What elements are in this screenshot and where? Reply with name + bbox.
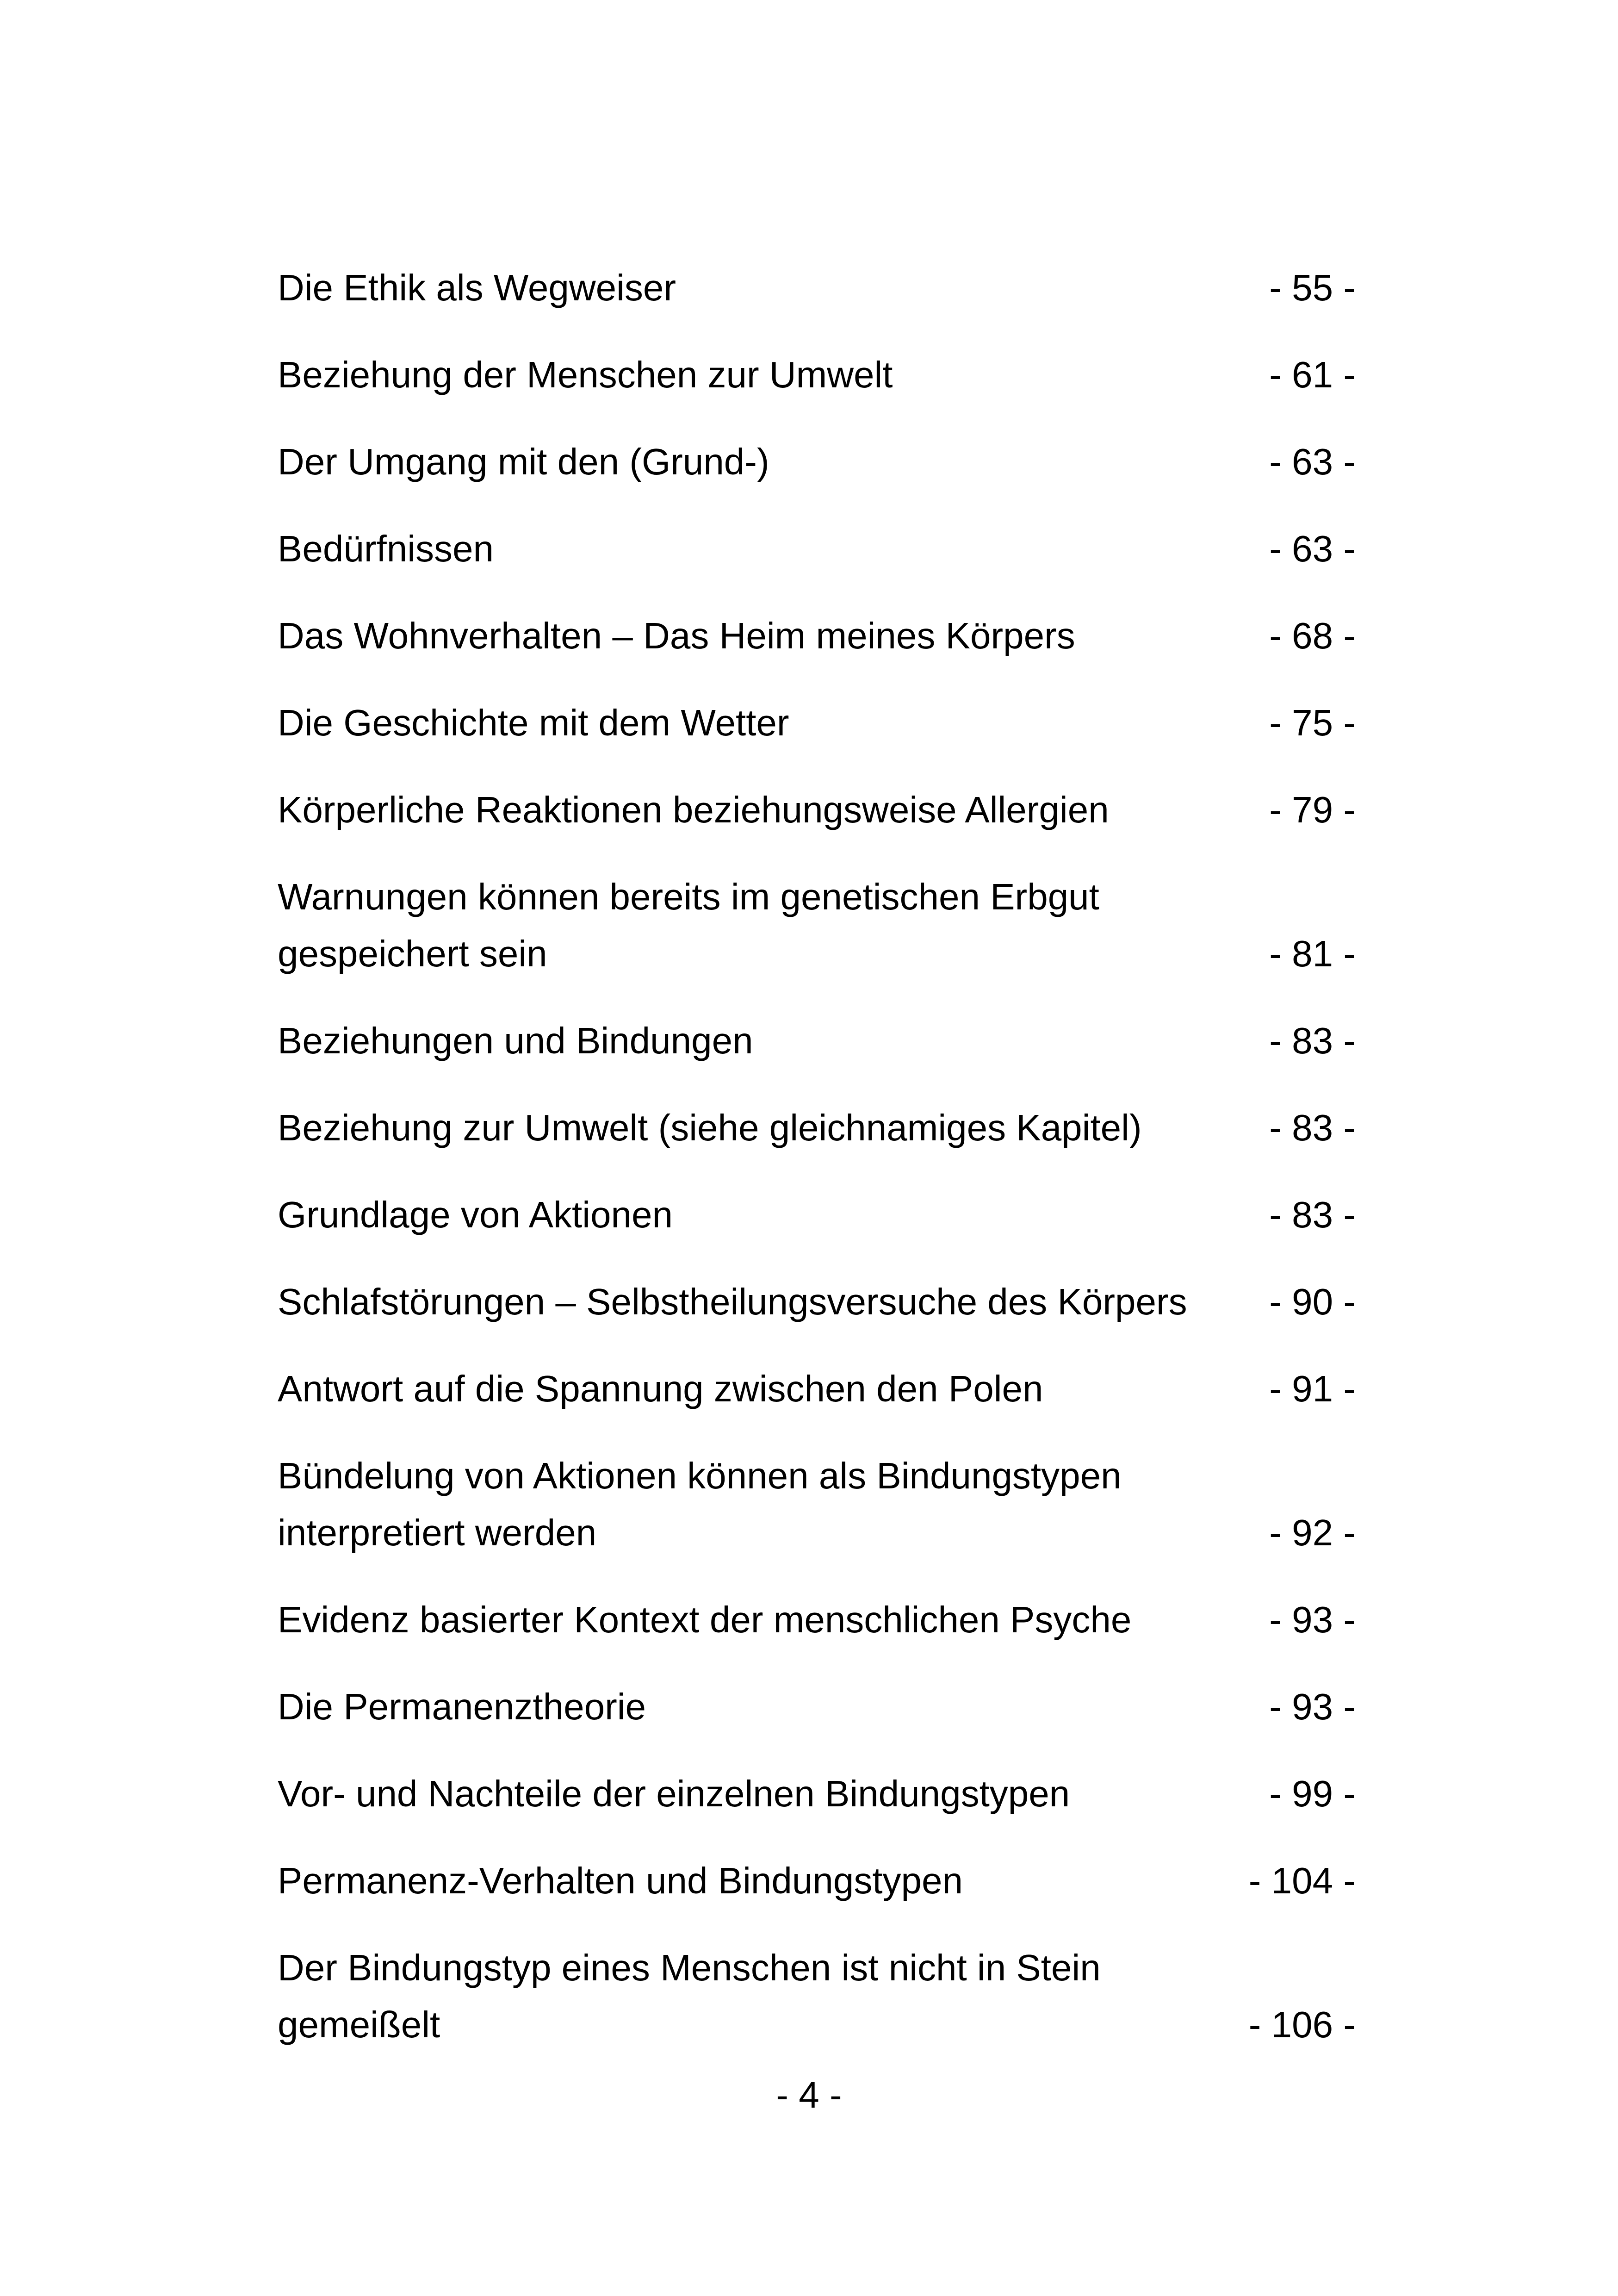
toc-entry [278,433,1356,490]
toc-entry-page: - 81 - [1269,933,1356,974]
toc-entry-title: Beziehung der Menschen zur Umwelt [278,354,893,395]
page-number: - 4 - [776,2074,842,2116]
toc-entry-title: Permanenz-Verhalten und Bindungstypen [278,1860,963,1901]
toc-entry-title: Bedürfnissen [278,528,494,569]
toc-entry [278,520,1356,577]
toc-entry-page: - 83 - [1269,1194,1356,1235]
toc-entry-title: Beziehungen und Bindungen [278,1020,753,1061]
toc-entry [278,1852,1356,1909]
toc-entry-page: - 63 - [1269,441,1356,482]
toc-entry [278,1765,1356,1822]
toc-entry-page: - 93 - [1269,1686,1356,1727]
toc-entry [278,1447,1356,1561]
toc-entry-title: Die Ethik als Wegweiser [278,267,676,308]
toc-entry-page: - 55 - [1269,267,1356,308]
toc-entry [278,1186,1356,1243]
toc-entry-title: Grundlage von Aktionen [278,1194,673,1235]
toc-entry [278,346,1356,403]
toc-entry [278,868,1356,982]
toc-entry-page: - 63 - [1269,528,1356,569]
toc-entry-page: - 92 - [1269,1512,1356,1553]
toc-entry-page: - 91 - [1269,1368,1356,1409]
toc-entry-page: - 61 - [1269,354,1356,395]
toc-entry-title: Antwort auf die Spannung zwischen den Polen [278,1368,1043,1409]
toc-entry [278,1591,1356,1648]
toc-entry-title: Beziehung zur Umwelt (siehe gleichnamiges Kapitel) [278,1107,1142,1148]
toc-entry [278,1360,1356,1417]
toc-entry-title: Vor- und Nachteile der einzelnen Bindungstypen [278,1773,1070,1814]
toc-entry-page: - 83 - [1269,1107,1356,1148]
toc-entry [278,259,1356,316]
toc-entry-page: - 68 - [1269,615,1356,656]
toc-entry-page: - 79 - [1269,789,1356,830]
toc-entry-title: Evidenz basierter Kontext der menschlichen Psyche [278,1599,1132,1640]
toc-entry-page: - 106 - [1248,2004,1356,2045]
toc-entry-title: Die Geschichte mit dem Wetter [278,702,789,743]
toc-entry-title: gespeichert sein [278,933,547,974]
toc-entry-page: - 104 - [1248,1860,1356,1901]
toc-entry-page: - 93 - [1269,1599,1356,1640]
toc-entry-title: Der Bindungstyp eines Menschen ist nicht in Stein [278,1947,1101,1988]
toc-entry [278,1939,1356,2053]
table-of-contents [278,259,1356,2083]
toc-entry-title: Der Umgang mit den (Grund-) [278,441,769,482]
toc-entry-title: Bündelung von Aktionen können als Bindungstypen [278,1455,1122,1496]
toc-entry-page: - 90 - [1269,1281,1356,1322]
toc-entry-page: - 83 - [1269,1020,1356,1061]
toc-entry [278,1012,1356,1069]
toc-entry-title: gemeißelt [278,2004,440,2045]
toc-entry [278,1099,1356,1156]
toc-entry-title: Körperliche Reaktionen beziehungsweise Allergien [278,789,1109,830]
toc-entry [278,781,1356,838]
toc-entry-title: interpretiert werden [278,1512,597,1553]
toc-entry-page: - 75 - [1269,702,1356,743]
toc-entry-title: Das Wohnverhalten – Das Heim meines Körpers [278,615,1075,656]
toc-entry [278,1678,1356,1735]
toc-entry [278,1273,1356,1330]
toc-entry-title: Die Permanenztheorie [278,1686,646,1727]
toc-entry [278,694,1356,751]
toc-entry [278,607,1356,664]
toc-entry-title: Warnungen können bereits im genetischen Erbgut [278,876,1099,917]
toc-entry-title: Schlafstörungen – Selbstheilungsversuche des Körpers [278,1281,1187,1322]
toc-entry-page: - 99 - [1269,1773,1356,1814]
